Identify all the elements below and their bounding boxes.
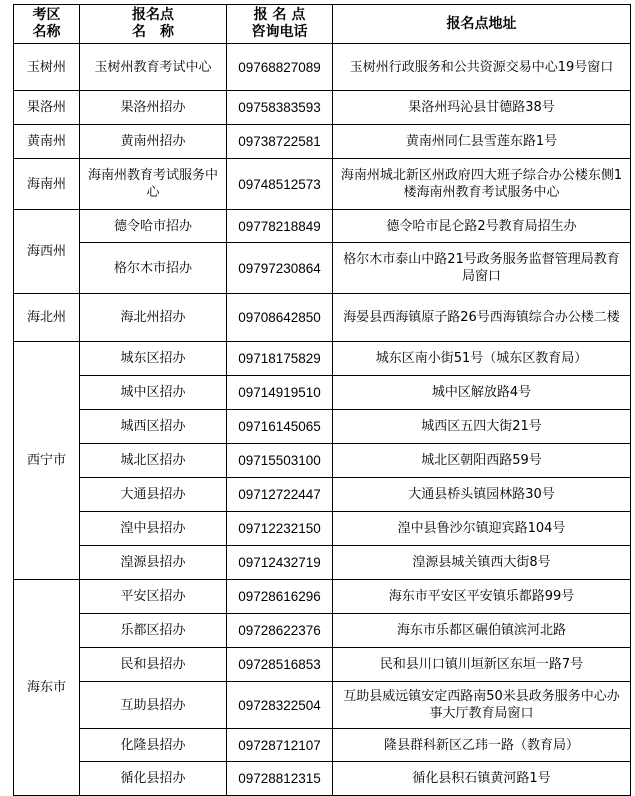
table-row [14,580,631,614]
table-row [14,614,631,648]
site-cell: 平安区招办 [80,580,227,614]
region-cell: 海北州 [14,294,80,342]
phone-cell: 09718175829 [227,342,333,376]
address-cell: 城西区五四大街21号 [333,410,631,444]
address-cell: 海南州城北新区州政府四大班子综合办公楼东侧1楼海南州教育考试服务中心 [333,159,631,210]
site-cell: 黄南州招办 [80,125,227,159]
table-row [14,546,631,580]
address-cell: 城东区南小街51号（城东区教育局） [333,342,631,376]
address-cell: 海东市乐都区碾伯镇滨河北路 [333,614,631,648]
address-cell: 海东市平安区平安镇乐都路99号 [333,580,631,614]
site-cell: 互助县招办 [80,682,227,729]
phone-cell: 09758383593 [227,91,333,125]
phone-cell: 09738722581 [227,125,333,159]
phone-cell: 09728516853 [227,648,333,682]
region-cell: 黄南州 [14,125,80,159]
address-cell: 玉树州行政服务和公共资源交易中心19号窗口 [333,44,631,91]
header-site: 报名点 名 称 [80,5,227,44]
site-cell: 湟中县招办 [80,512,227,546]
phone-cell: 09716145065 [227,410,333,444]
site-cell: 德令哈市招办 [80,210,227,243]
phone-cell: 09797230864 [227,243,333,294]
address-cell: 循化县积石镇黄河路1号 [333,762,631,796]
address-cell: 城北区朝阳西路59号 [333,444,631,478]
site-cell: 大通县招办 [80,478,227,512]
site-cell: 海南州教育考试服务中心 [80,159,227,210]
table-row [14,478,631,512]
table-row [14,729,631,762]
site-cell: 乐都区招办 [80,614,227,648]
site-cell: 玉树州教育考试中心 [80,44,227,91]
region-cell: 海西州 [14,210,80,294]
table-row [14,512,631,546]
phone-cell: 09712432719 [227,546,333,580]
table-row [14,44,631,91]
phone-cell: 09712722447 [227,478,333,512]
phone-cell: 09728622376 [227,614,333,648]
phone-cell: 09748512573 [227,159,333,210]
address-cell: 城中区解放路4号 [333,376,631,410]
site-cell: 化隆县招办 [80,729,227,762]
region-cell: 海南州 [14,159,80,210]
address-cell: 格尔木市泰山中路21号政务服务监督管理局教育局窗口 [333,243,631,294]
region-cell: 海东市 [14,580,80,796]
site-cell: 城西区招办 [80,410,227,444]
header-address: 报名点地址 [333,5,631,44]
site-cell: 城北区招办 [80,444,227,478]
phone-cell: 09728616296 [227,580,333,614]
site-cell: 循化县招办 [80,762,227,796]
site-cell: 城中区招办 [80,376,227,410]
phone-cell: 09714919510 [227,376,333,410]
address-cell: 隆县群科新区乙玮一路（教育局） [333,729,631,762]
table-row [14,444,631,478]
phone-cell: 09715503100 [227,444,333,478]
table-row [14,210,631,243]
address-cell: 黄南州同仁县雪莲东路1号 [333,125,631,159]
table-row [14,159,631,210]
registration-sites-table [13,4,631,796]
phone-cell: 09768827089 [227,44,333,91]
table-row [14,648,631,682]
table-row [14,682,631,729]
address-cell: 民和县川口镇川垣新区东垣一路7号 [333,648,631,682]
table-row [14,376,631,410]
region-cell: 西宁市 [14,342,80,580]
table-row [14,91,631,125]
region-cell: 果洛州 [14,91,80,125]
phone-cell: 09712232150 [227,512,333,546]
site-cell: 湟源县招办 [80,546,227,580]
phone-cell: 09728322504 [227,682,333,729]
region-cell: 玉树州 [14,44,80,91]
address-cell: 果洛州玛沁县甘德路38号 [333,91,631,125]
site-cell: 格尔木市招办 [80,243,227,294]
header-row [14,5,631,44]
header-phone: 报 名 点 咨询电话 [227,5,333,44]
table-row [14,762,631,796]
table-row [14,294,631,342]
header-region: 考区 名称 [14,5,80,44]
address-cell: 海晏县西海镇原子路26号西海镇综合办公楼二楼 [333,294,631,342]
table-row [14,410,631,444]
phone-cell: 09728812315 [227,762,333,796]
site-cell: 城东区招办 [80,342,227,376]
table-row [14,125,631,159]
phone-cell: 09728712107 [227,729,333,762]
address-cell: 大通县桥头镇园林路30号 [333,478,631,512]
address-cell: 湟中县鲁沙尔镇迎宾路104号 [333,512,631,546]
site-cell: 民和县招办 [80,648,227,682]
phone-cell: 09778218849 [227,210,333,243]
address-cell: 湟源县城关镇西大街8号 [333,546,631,580]
site-cell: 果洛州招办 [80,91,227,125]
table-row [14,342,631,376]
table-row [14,243,631,294]
phone-cell: 09708642850 [227,294,333,342]
address-cell: 德令哈市昆仑路2号教育局招生办 [333,210,631,243]
address-cell: 互助县威远镇安定西路南50米县政务服务中心办事大厅教育局窗口 [333,682,631,729]
site-cell: 海北州招办 [80,294,227,342]
